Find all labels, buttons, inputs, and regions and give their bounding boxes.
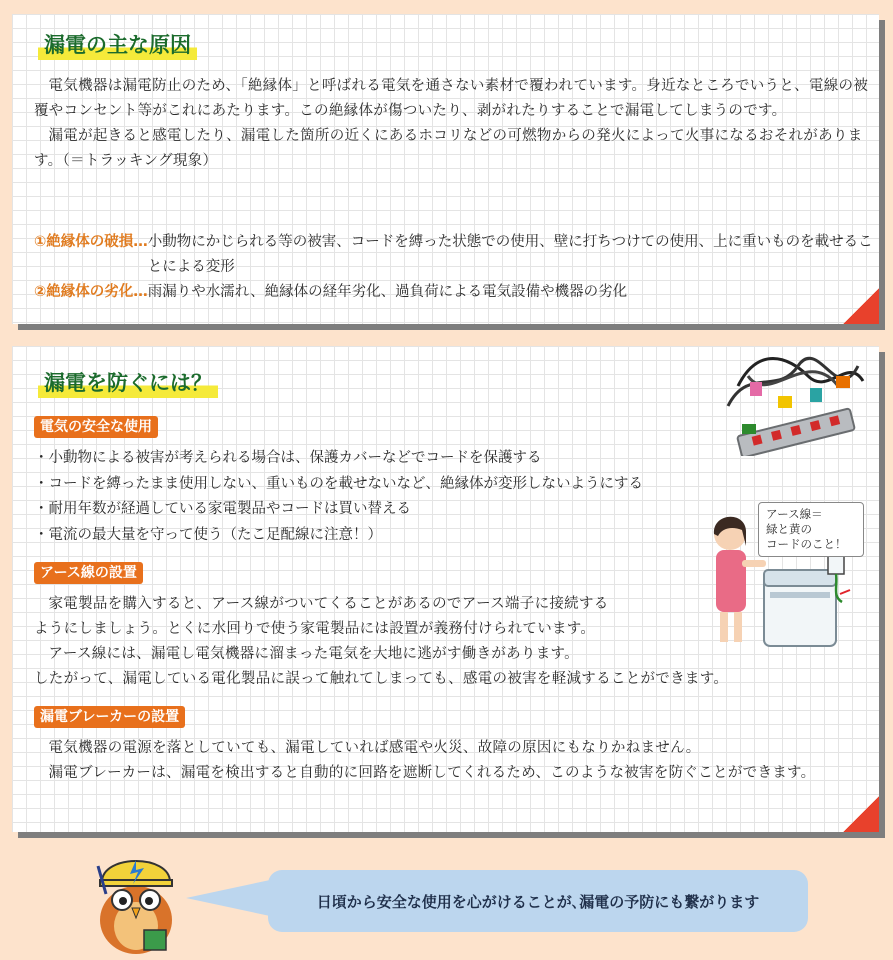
cause-paragraph-2: 漏電が起きると感電したり、漏電した箇所の近くにあるホコリなどの可燃物からの発火によって火事になるおそれがあります。（＝トラッキング現象）	[34, 128, 863, 169]
cause-label: ①絶縁体の破損…	[34, 234, 148, 250]
earth-line: ようにしましょう。とくに水回りで使う家電製品には設置が義務付けられています。	[34, 621, 596, 637]
footer-message: 日頃から安全な使用を心がけることが､漏電の予防にも繋がります	[316, 892, 760, 911]
cause-item	[34, 280, 874, 305]
power-strip-icon	[718, 346, 868, 456]
breaker-explanation	[34, 736, 874, 786]
callout-line: 緑と黄の	[766, 522, 812, 536]
breaker-paragraph-2: 漏電ブレーカーは、漏電を検出すると自動的に回路を遮断してくれるため、このような被害を防ぐことができます。	[48, 765, 816, 781]
breaker-paragraph-1: 電気機器の電源を落としていても、漏電していれば感電や火災、故障の原因にもなりかねません。	[48, 740, 701, 756]
page-fold-corner	[843, 796, 879, 832]
list-item: ・ 電流の最大量を守って使う（たこ足配線に注意！）	[34, 523, 643, 549]
breaker-badge: 漏電ブレーカーの設置	[34, 706, 185, 728]
list-item: ・ 耐用年数が経過している家電製品やコードは買い替える	[34, 497, 643, 523]
owl-mascot-icon	[80, 846, 190, 958]
safe-use-list	[34, 446, 643, 548]
earth-line: したがって、漏電している電化製品に誤って触れてしまっても、感電の被害を軽減することができます。	[34, 671, 729, 687]
cause-item	[34, 230, 874, 280]
list-item: ・ 小動物による被害が考えられる場合は、保護カバーなどでコードを保護する	[34, 446, 643, 472]
cause-list	[34, 230, 874, 305]
callout-line: コードのこと！	[766, 537, 847, 551]
cause-paragraph-1: 電気機器は漏電防止のため、「絶縁体」と呼ばれる電気を通さない素材で覆われています。身近なところでいうと、電線の被覆やコンセント等がこれにあたります。この絶縁体が傷ついたり、剥がれたりすることで漏電してしまうのです。	[34, 78, 869, 119]
earth-line: アース線には、漏電し電気機器に溜まった電気を大地に逃がす働きがあります。	[48, 646, 579, 662]
callout-line: アース線＝	[766, 507, 823, 521]
earth-callout	[758, 502, 864, 557]
cause-panel	[12, 14, 879, 324]
cause-explanation	[34, 74, 874, 174]
footer-message-bubble	[268, 870, 808, 932]
earth-line: 家電製品を購入すると、アース線がついてくることがあるのでアース端子に接続する	[48, 596, 609, 612]
speech-tail	[186, 880, 270, 916]
cause-text: 雨漏りや水濡れ、絶縁体の経年劣化、過負荷による電気設備や機器の劣化	[147, 284, 628, 300]
cause-text: 小動物にかじられる等の被害、コードを縛った状態での使用、壁に打ちつけての使用、上に重いものを載せることによる変形	[147, 234, 873, 275]
prevention-panel	[12, 346, 879, 832]
safe-use-badge: 電気の安全な使用	[34, 416, 158, 438]
page-fold-corner	[843, 288, 879, 324]
cause-heading: 漏電の主な原因	[38, 30, 197, 60]
prevention-heading: 漏電を防ぐには？	[38, 368, 218, 398]
cause-label: ②絶縁体の劣化…	[34, 284, 148, 300]
earth-badge: アース線の設置	[34, 562, 143, 584]
list-item: ・ コードを縛ったまま使用しない、重いものを載せないなど、絶縁体が変形しないようにする	[34, 472, 643, 498]
